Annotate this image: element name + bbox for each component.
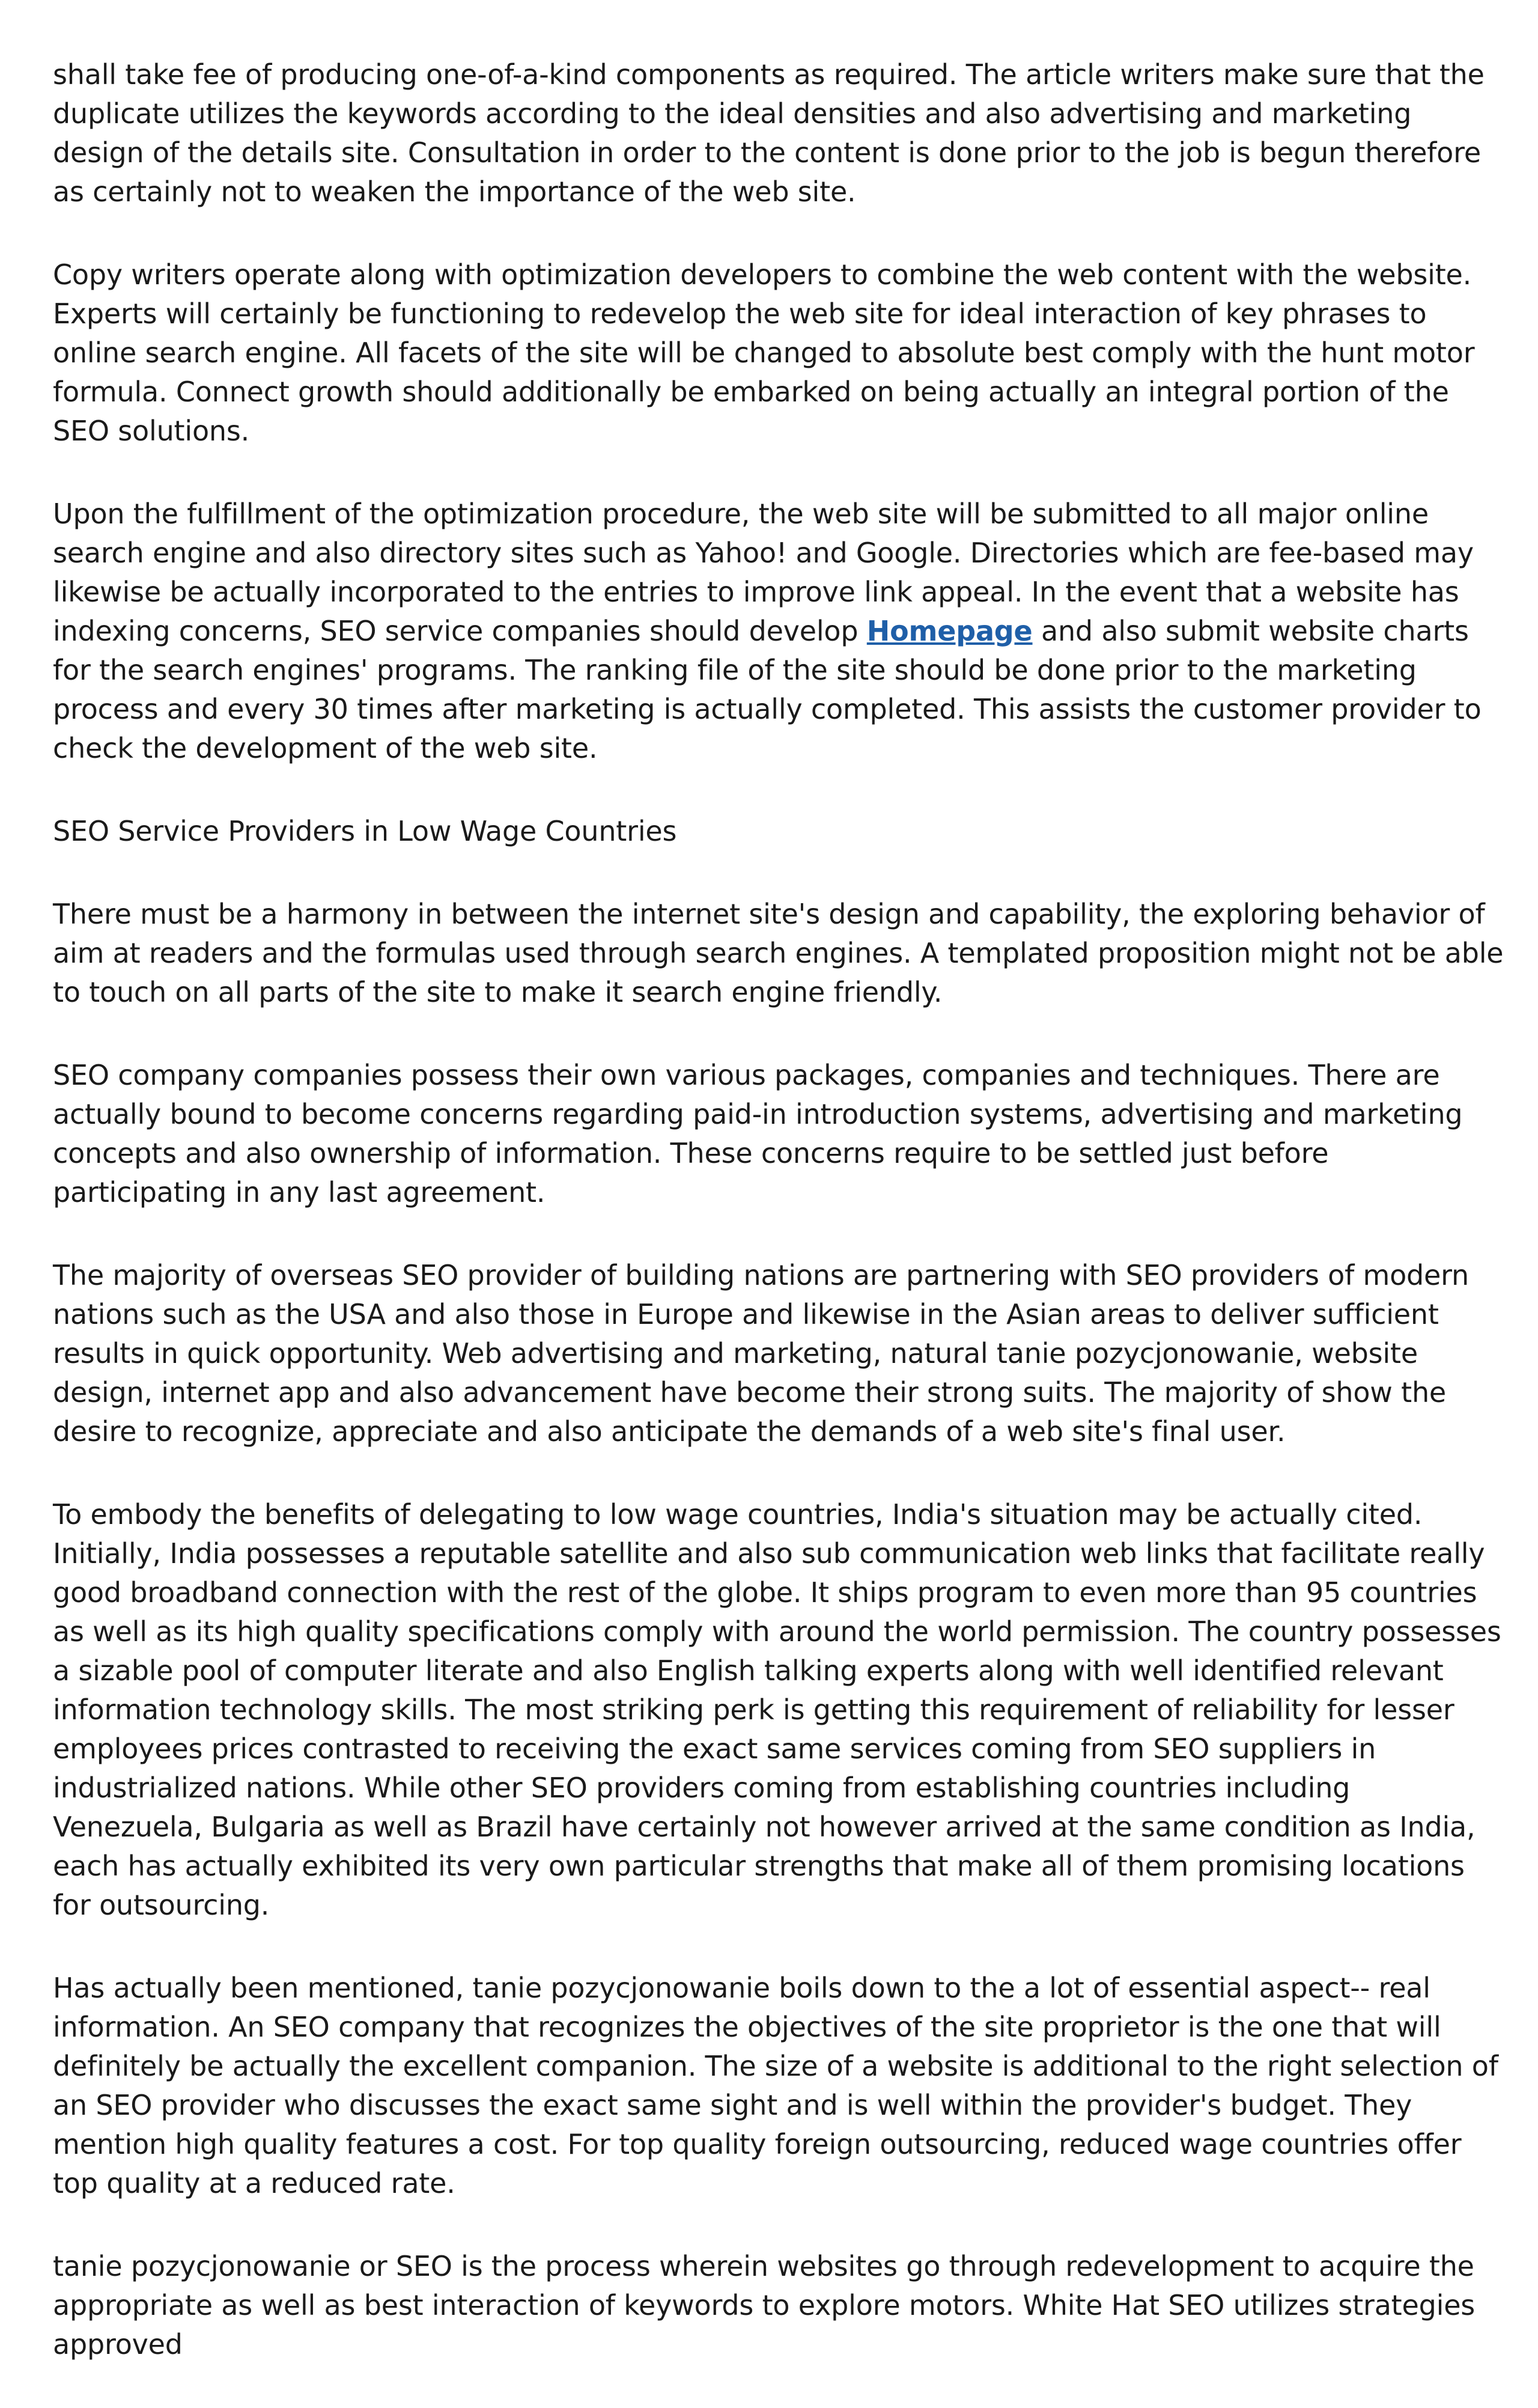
paragraph-10: tanie pozycjonowanie or SEO is the process wherein websites go through redevelopment to acquire the appropriate as well as best interaction of keywords to explore motors. White Hat SEO utilizes strategies approved <box>53 2250 1476 2361</box>
paragraph-9: Has actually been mentioned, tanie pozycjonowanie boils down to the a lot of essential aspect-- real information. An SEO company that recognizes the objectives of the site proprietor is the one that will definitely be actually the excellent companion. The size of a website is additional to the right selection of an SEO provider who discusses the exact same sight and is well within the provider's budget. They mention high quality features a cost. For top quality foreign outsourcing, reduced wage countries offer top quality at a reduced rate. <box>53 1972 1498 2199</box>
paragraph-3-text-after: and also submit website charts for the search engines' programs. The ranking file of the site should be done prior to the marketing process and every 30 times after marketing is actually completed. This assists the customer provider to check the development of the web site. <box>53 615 1482 764</box>
paragraph-7: The majority of overseas SEO provider of building nations are partnering with SEO providers of modern nations such as the USA and also those in Europe and likewise in the Asian areas to deliver sufficient results in quick opportunity. Web advertising and marketing, natural tanie pozycjonowanie, website design, internet app and also advancement have become their strong suits. The majority of show the desire to recognize, appreciate and also anticipate the demands of a web site's final user. <box>53 1259 1469 1448</box>
document-body <box>53 55 1507 2408</box>
paragraph-5: There must be a harmony in between the internet site's design and capability, the exploring behavior of aim at readers and the formulas used through search engines. A templated proposition might not be able to touch on all parts of the site to make it search engine friendly. <box>53 898 1504 1008</box>
paragraph-8: To embody the benefits of delegating to low wage countries, India's situation may be actually cited. Initially, India possesses a reputable satellite and also sub communication web links that facilitate really good broadband connection with the rest of the globe. It ships program to even more than 95 countries as well as its high quality specifications comply with around the world permission. The country possesses a sizable pool of computer literate and also English talking experts along with well identified relevant information technology skills. The most striking perk is getting this requirement of reliability for lesser employees prices contrasted to receiving the exact same services coming from SEO suppliers in industrialized nations. While other SEO providers coming from establishing countries including Venezuela, Bulgaria as well as Brazil have certainly not however arrived at the same condition as India, each has actually exhibited its very own particular strengths that make all of them promising locations for outsourcing. <box>53 1498 1501 1921</box>
section-heading: SEO Service Providers in Low Wage Countries <box>53 815 677 847</box>
paragraph-3-text-before: Upon the fulfillment of the optimization procedure, the web site will be submitted to all major online search engine and also directory sites such as Yahoo! and Google. Directories which are fee-based may likewise be actually incorporated to the entries to improve link appeal. In the event that a website has indexing concerns, SEO service companies should develop <box>53 498 1474 647</box>
paragraph-3 <box>53 495 1507 768</box>
homepage-link[interactable]: Homepage <box>866 615 1033 647</box>
paragraph-1: shall take fee of producing one-of-a-kind components as required. The article writers make sure that the duplicate utilizes the keywords according to the ideal densities and also advertising and marketing design of the details site. Consultation in order to the content is done prior to the job is begun therefore as certainly not to weaken the importance of the web site. <box>53 58 1485 208</box>
paragraph-2: Copy writers operate along with optimization developers to combine the web content with the website. Experts will certainly be functioning to redevelop the web site for ideal interaction of key phrases to online search engine. All facets of the site will be changed to absolute best comply with the hunt motor formula. Connect growth should additionally be embarked on being actually an integral portion of the SEO solutions. <box>53 258 1475 447</box>
paragraph-6: SEO company companies possess their own various packages, companies and techniques. There are actually bound to become concerns regarding paid-in introduction systems, advertising and marketing concepts and also ownership of information. These concerns require to be settled just before participating in any last agreement. <box>53 1059 1463 1209</box>
